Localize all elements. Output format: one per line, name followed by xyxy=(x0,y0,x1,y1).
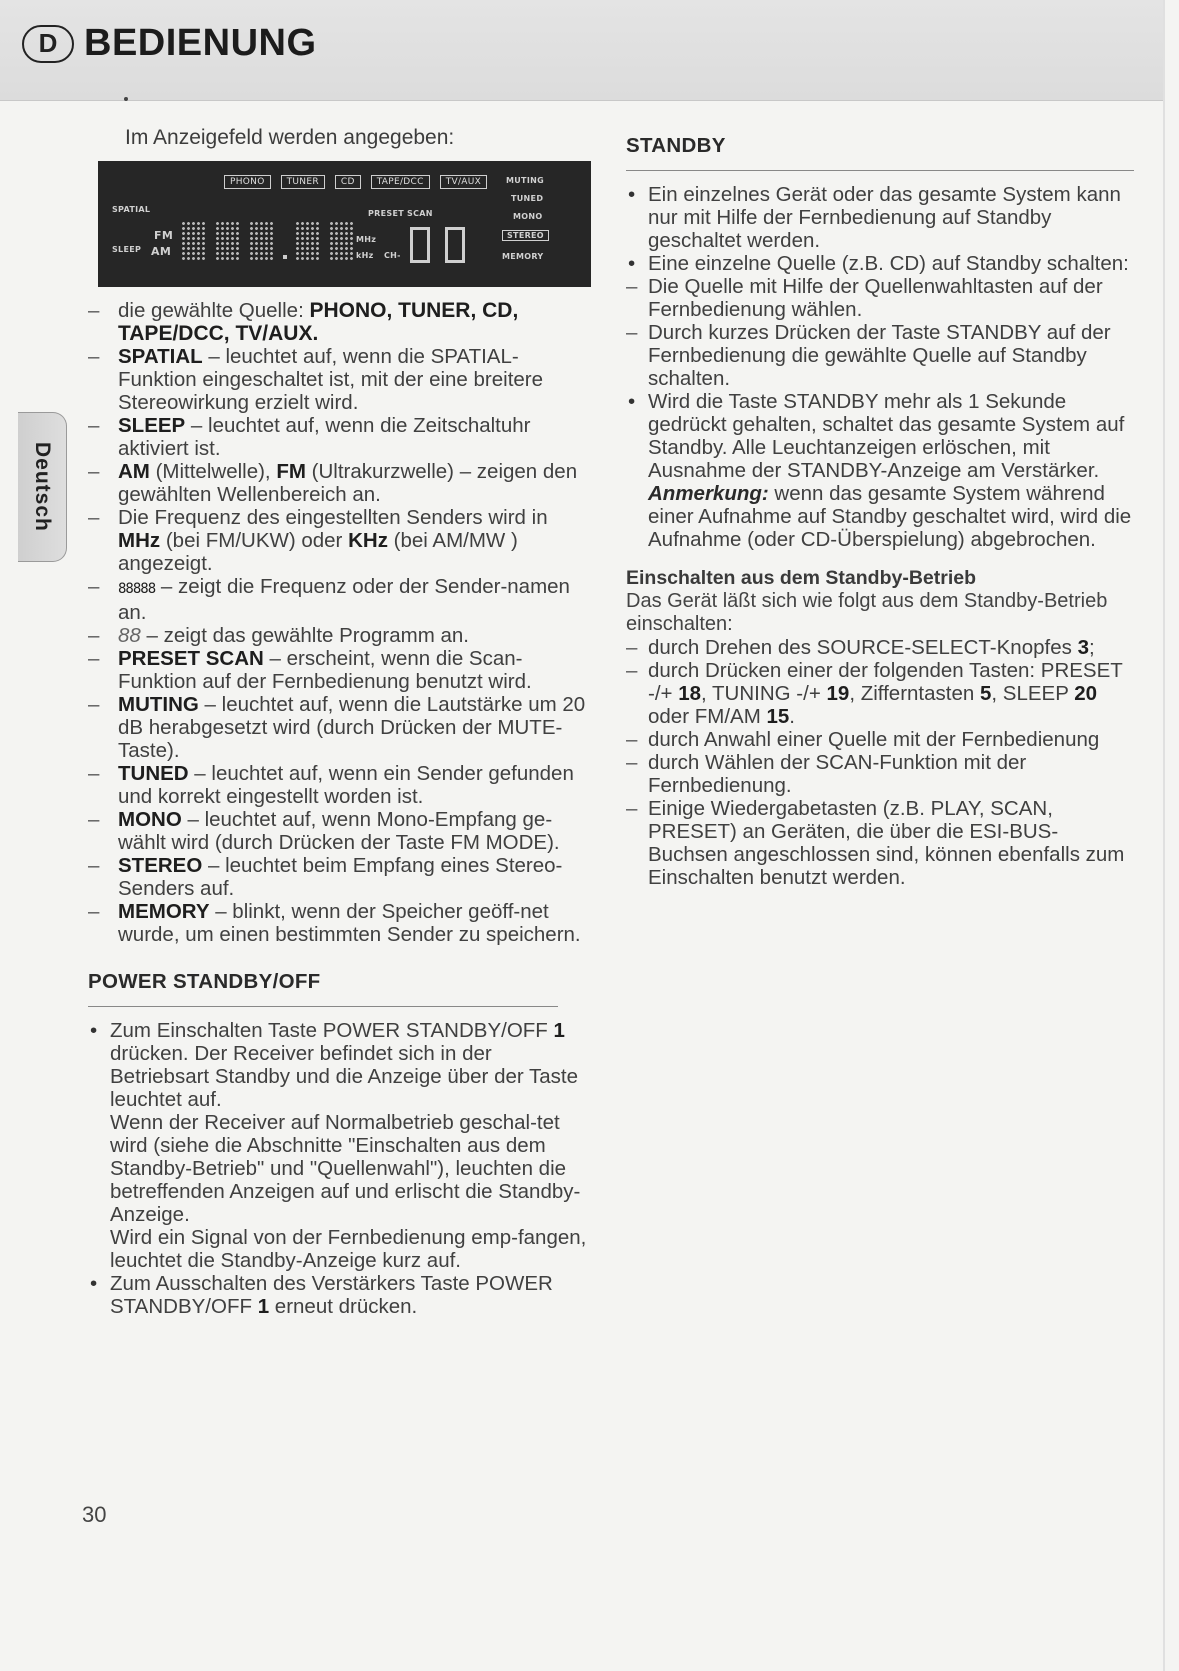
indicator-khz: kHz xyxy=(356,251,374,260)
indicator-preset-scan: PRESET SCAN xyxy=(368,209,433,218)
wake-list xyxy=(626,636,1134,889)
indicator-memory: MEMORY xyxy=(502,252,544,261)
preset-digit xyxy=(445,227,465,263)
list-item: – Die Quelle mit Hilfe der Quellenwahltasten auf der Fernbedienung wählen. xyxy=(626,275,1134,321)
list-item: – AM (Mittelwelle), FM (Ultrakurzwelle) – zeigen den gewählten Wellenbereich an. xyxy=(88,460,594,506)
indicator-tuned: TUNED xyxy=(511,194,544,203)
language-badge: D xyxy=(22,25,74,63)
list-item: – Durch kurzes Drücken der Taste STANDBY auf der Fernbedienung die gewählte Quelle auf Standby schalten. xyxy=(626,321,1134,390)
page-header xyxy=(22,22,317,65)
list-item: – Die Frequenz des eingestellten Senders wird in MHz (bei FM/UKW) oder KHz (bei AM/MW ) angezeigt. xyxy=(88,506,594,575)
source-indicator-tuner: TUNER xyxy=(281,175,325,189)
frequency-digits xyxy=(181,221,355,261)
frequency-digit xyxy=(181,221,207,261)
list-item: – 88 – zeigt das gewählte Programm an. xyxy=(88,624,594,647)
list-item: – durch Wählen der SCAN-Funktion mit der Fernbedienung. xyxy=(626,751,1134,797)
indicator-mono: MONO xyxy=(513,212,543,221)
list-item: – durch Drehen des SOURCE-SELECT-Knopfes 3; xyxy=(626,636,1134,659)
indicator-channel: CH- xyxy=(384,251,401,260)
wake-heading: Einschalten aus dem Standby-Betrieb xyxy=(626,567,977,589)
standby-heading: STANDBY xyxy=(626,134,1134,171)
display-intro: Im Anzeigefeld werden angegeben: xyxy=(125,126,455,149)
list-item: – durch Anwahl einer Quelle mit der Fernbedienung xyxy=(626,728,1134,751)
language-side-tab xyxy=(18,412,67,562)
power-standby-list xyxy=(88,1019,594,1318)
indicator-stereo: STEREO xyxy=(502,230,549,241)
indicator-fm: FM xyxy=(154,229,174,242)
source-indicator-cd: CD xyxy=(335,175,361,189)
source-indicators xyxy=(224,175,487,189)
list-item: – MONO – leuchtet auf, wenn Mono-Empfang ge-wählt wird (durch Drücken der Taste FM MODE). xyxy=(88,808,594,854)
display-indicator-list xyxy=(88,299,594,946)
frequency-digit xyxy=(215,221,241,261)
indicator-spatial: SPATIAL xyxy=(112,205,151,214)
list-item: • Eine einzelne Quelle (z.B. CD) auf Standby schalten: xyxy=(626,252,1134,275)
source-indicator-phono: PHONO xyxy=(224,175,271,189)
display-panel-illustration xyxy=(98,161,591,287)
power-standby-heading: POWER STANDBY/OFF xyxy=(88,970,558,1007)
source-indicator-tape-dcc: TAPE/DCC xyxy=(371,175,430,189)
frequency-digit xyxy=(249,221,275,261)
list-item: • Zum Ausschalten des Verstärkers Taste POWER STANDBY/OFF 1 erneut drücken. xyxy=(88,1272,594,1318)
page-number: 30 xyxy=(82,1502,107,1527)
left-column xyxy=(88,126,594,1318)
standby-note: Anmerkung: wenn das gesamte System während einer Aufnahme auf Standby geschaltet wird, wird die Aufnahme (oder CD-Überspielung) abgebrochen. xyxy=(648,482,1132,551)
indicator-muting: MUTING xyxy=(506,176,544,185)
list-item: – SPATIAL – leuchtet auf, wenn die SPATIAL-Funktion eingeschaltet ist, mit der eine breitere Stereowirkung erzielt wird. xyxy=(88,345,594,414)
indicator-am: AM xyxy=(151,245,172,258)
list-item: • Wird die Taste STANDBY mehr als 1 Sekunde gedrückt gehalten, schaltet das gesamte System auf Standby. Alle Leuchtanzeigen erlöschen, mit Ausnahme der STANDBY-Anzeige am Verstärker. Anmerkung: wenn das gesamte System während einer Aufnahme auf Standby geschaltet wird, wird die Aufnahme (oder CD-Überspielung) abgebrochen. xyxy=(626,390,1134,551)
list-item: – durch Drücken einer der folgenden Tasten: PRESET -/+ 18, TUNING -/+ 19, Zifferntasten 5, SLEEP 20 oder FM/AM 15. xyxy=(626,659,1134,728)
wake-intro: Das Gerät läßt sich wie folgt aus dem Standby-Betrieb einschalten: xyxy=(626,590,1108,635)
page-edge xyxy=(1163,0,1165,1671)
list-item: • Zum Einschalten Taste POWER STANDBY/OFF 1 drücken. Der Receiver befindet sich in der Betriebsart Standby und die Anzeige über der Taste leuchtet auf. Wenn der Receiver auf Normalbetrieb geschal-tet wird (siehe die Abschnitte "Einschalten aus dem Standby-Betrieb" und "Quellenwahl"), leuchten die betreffenden Anzeigen auf und erlischt die Standby-Anzeige. Wird ein Signal von der Fernbedienung emp-fangen, leuchtet die Standby-Anzeige kurz auf. xyxy=(88,1019,594,1272)
list-item: – TUNED – leuchtet auf, wenn ein Sender gefunden und korrekt eingestellt worden ist. xyxy=(88,762,594,808)
list-item: – 88888 – zeigt die Frequenz oder der Sender-namen an. xyxy=(88,575,594,624)
list-item: – Einige Wiedergabetasten (z.B. PLAY, SCAN, PRESET) an Geräten, die über die ESI-BUS-Buchsen angeschlossen sind, können ebenfalls zum Einschalten benutzt werden. xyxy=(626,797,1134,889)
bullet-mark xyxy=(124,97,128,101)
page-title: BEDIENUNG xyxy=(84,22,317,64)
standby-list-2 xyxy=(626,390,1134,551)
standby-list xyxy=(626,183,1134,275)
note-label: Anmerkung: xyxy=(648,482,769,505)
side-tab-label: Deutsch xyxy=(31,442,54,532)
indicator-mhz: MHz xyxy=(356,235,377,244)
decimal-point xyxy=(283,255,287,259)
power-paragraph: Wird ein Signal von der Fernbedienung emp-fangen, leuchtet die Standby-Anzeige kurz auf. xyxy=(110,1226,587,1272)
header-band xyxy=(0,0,1165,101)
indicator-sleep: SLEEP xyxy=(112,245,142,254)
source-indicator-tv-aux: TV/AUX xyxy=(440,175,487,189)
list-item: – SLEEP – leuchtet auf, wenn die Zeitschaltuhr aktiviert ist. xyxy=(88,414,594,460)
list-item: – MEMORY – blinkt, wenn der Speicher geöff-net wurde, um einen bestimmten Sender zu speichern. xyxy=(88,900,594,946)
standby-steps xyxy=(626,275,1134,390)
right-column xyxy=(626,134,1134,889)
preset-digit xyxy=(410,227,430,263)
list-item: – die gewählte Quelle: PHONO, TUNER, CD, TAPE/DCC, TV/AUX. xyxy=(88,299,594,345)
power-paragraph: Wenn der Receiver auf Normalbetrieb geschal-tet wird (siehe die Abschnitte "Einschalten aus dem Standby-Betrieb" und "Quellenwahl"), leuchten die betreffenden Anzeigen auf und erlischt die Standby-Anzeige. xyxy=(110,1111,581,1226)
list-item: – PRESET SCAN – erscheint, wenn die Scan-Funktion auf der Fernbedienung benutzt wird. xyxy=(88,647,594,693)
frequency-digit xyxy=(329,221,355,261)
list-item: – STEREO – leuchtet beim Empfang eines Stereo-Senders auf. xyxy=(88,854,594,900)
list-item: – MUTING – leuchtet auf, wenn die Lautstärke um 20 dB herabgesetzt wird (durch Drücken der MUTE-Taste). xyxy=(88,693,594,762)
list-item: • Ein einzelnes Gerät oder das gesamte System kann nur mit Hilfe der Fernbedienung auf Standby geschaltet werden. xyxy=(626,183,1134,252)
frequency-digit xyxy=(295,221,321,261)
